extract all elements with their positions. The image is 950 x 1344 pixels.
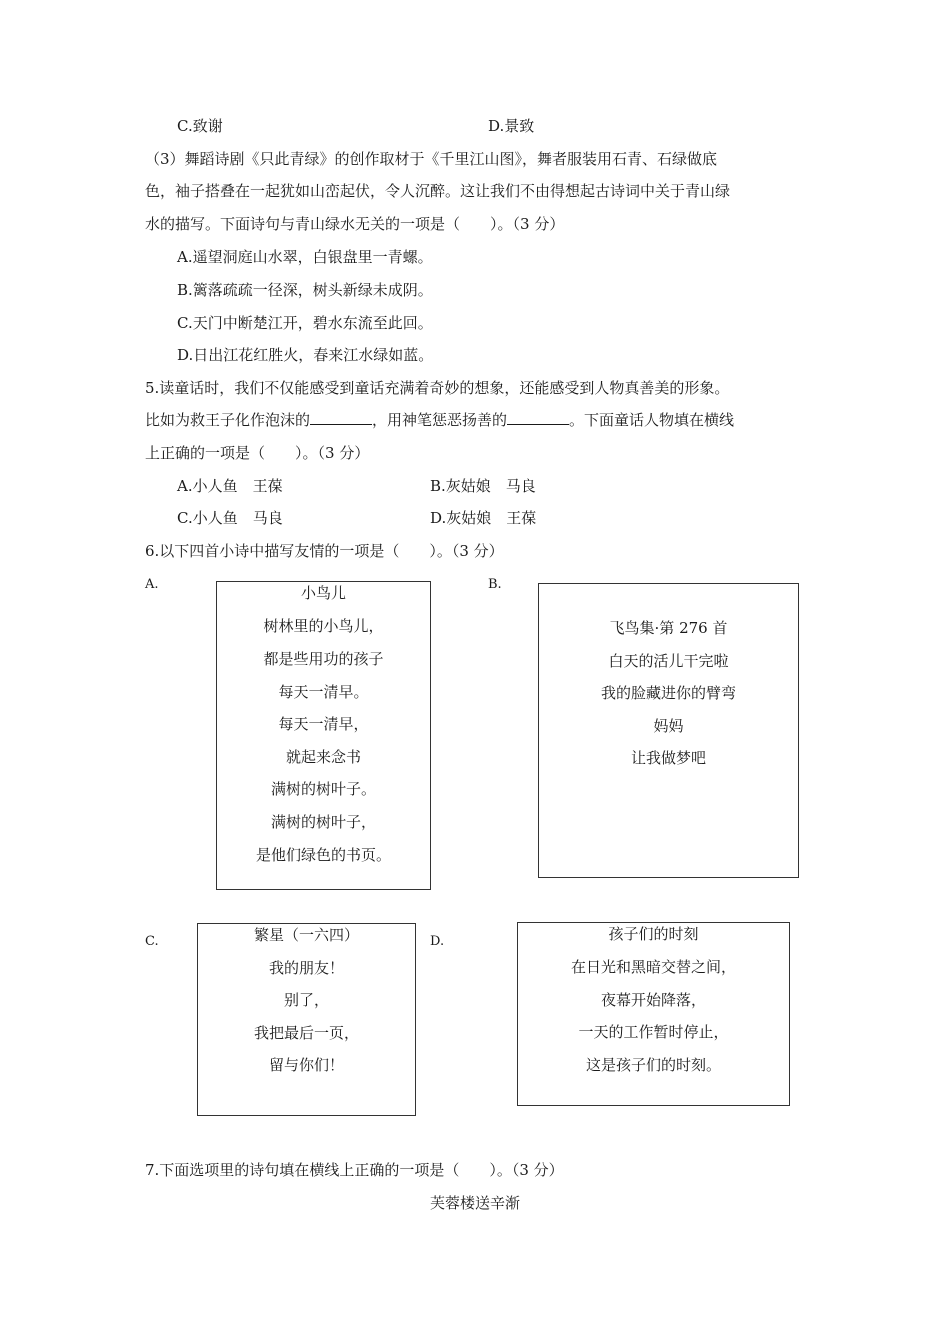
q4-sub3-option-a: A.遥望洞庭山水翠，白银盘里一青螺。 — [177, 248, 433, 266]
poem-a-line: 满树的树叶子。 — [270, 780, 376, 798]
answer-blank[interactable] — [310, 410, 372, 425]
poem-c-line: 别了， — [283, 991, 329, 1009]
poem-a-title: 小鸟儿 — [300, 584, 346, 602]
poem-c-line: 我把最后一页， — [253, 1024, 359, 1042]
poem-b-line: 白天的活儿干完啦 — [608, 652, 729, 670]
poem-d-title: 孩子们的时刻 — [608, 925, 699, 943]
q6-label-b: B. — [488, 577, 502, 592]
q4-sub3-line1: （3）舞蹈诗剧《只此青绿》的创作取材于《千里江山图》，舞者服装用石青、石绿做底 — [145, 150, 718, 168]
q5-line1: 5.读童话时，我们不仅能感受到童话充满着奇妙的想象，还能感受到人物真善美的形象。 — [145, 379, 730, 397]
q7-poem-title: 芙蓉楼送辛渐 — [429, 1194, 520, 1212]
q4-option-d: D.景致 — [488, 117, 535, 135]
poem-c-line: 我的朋友！ — [268, 959, 344, 977]
poem-b-line: 让我做梦吧 — [630, 749, 706, 767]
poem-b-line: 我的脸藏进你的臂弯 — [600, 684, 736, 702]
q5-line2-part2: ，用神笔惩恶扬善的 — [372, 411, 508, 429]
q4-sub3-line2: 色，袖子搭叠在一起犹如山峦起伏，令人沉醉。这让我们不由得想起古诗词中关于青山绿 — [145, 182, 731, 200]
q4-sub3-option-d: D.日出江花红胜火，春来江水绿如蓝。 — [177, 346, 434, 364]
q5-option-d: D.灰姑娘 王葆 — [430, 509, 537, 527]
q6-label-d: D. — [430, 934, 445, 949]
poem-a-line: 每天一清早， — [278, 715, 369, 733]
q5-line2 — [145, 410, 734, 430]
q5-option-c: C.小人鱼 马良 — [177, 509, 283, 527]
poem-a-line: 就起来念书 — [285, 748, 361, 766]
poem-b-line: 妈妈 — [653, 717, 684, 735]
q4-sub3-line3: 水的描写。下面诗句与青山绿水无关的一项是（ ）。（3 分） — [145, 215, 565, 233]
poem-d-line: 这是孩子们的时刻。 — [585, 1056, 721, 1074]
q5-option-b: B.灰姑娘 马良 — [430, 477, 536, 495]
poem-a-line: 是他们绿色的书页。 — [255, 846, 391, 864]
q4-sub3-option-b: B.篱落疏疏一径深，树头新绿未成阴。 — [177, 281, 433, 299]
poem-c-line: 留与你们！ — [268, 1056, 344, 1074]
answer-blank[interactable] — [507, 410, 569, 425]
poem-a-line: 都是些用功的孩子 — [263, 650, 384, 668]
q6-label-c: C. — [145, 934, 159, 949]
poem-d-line: 一天的工作暂时停止， — [578, 1023, 729, 1041]
q6-label-a: A. — [145, 577, 159, 592]
poem-d-line: 夜幕开始降落， — [600, 991, 706, 1009]
poem-box-b — [538, 583, 799, 878]
q6-stem: 6.以下四首小诗中描写友情的一项是（ ）。（3 分） — [145, 542, 504, 560]
poem-a-line: 每天一清早。 — [278, 683, 369, 701]
q7-stem: 7.下面选项里的诗句填在横线上正确的一项是（ ）。（3 分） — [145, 1161, 564, 1179]
poem-a-line: 树林里的小鸟儿， — [263, 617, 384, 635]
poem-d-line: 在日光和黑暗交替之间， — [570, 958, 736, 976]
q5-option-a: A.小人鱼 王葆 — [177, 477, 283, 495]
poem-b-title: 飞鸟集·第 276 首 — [609, 619, 728, 637]
q5-line2-part3: 。下面童话人物填在横线 — [569, 411, 735, 429]
poem-a-line: 满树的树叶子， — [270, 813, 376, 831]
poem-box-a — [216, 581, 431, 890]
poem-box-d — [517, 922, 790, 1106]
poem-box-c — [197, 923, 416, 1116]
q4-sub3-option-c: C.天门中断楚江开，碧水东流至此回。 — [177, 314, 433, 332]
poem-c-title: 繁星（一六四） — [253, 926, 359, 944]
q5-line3: 上正确的一项是（ ）。（3 分） — [145, 444, 370, 462]
q4-option-c: C.致谢 — [177, 117, 223, 135]
q5-line2-part1: 比如为救王子化作泡沫的 — [145, 411, 311, 429]
